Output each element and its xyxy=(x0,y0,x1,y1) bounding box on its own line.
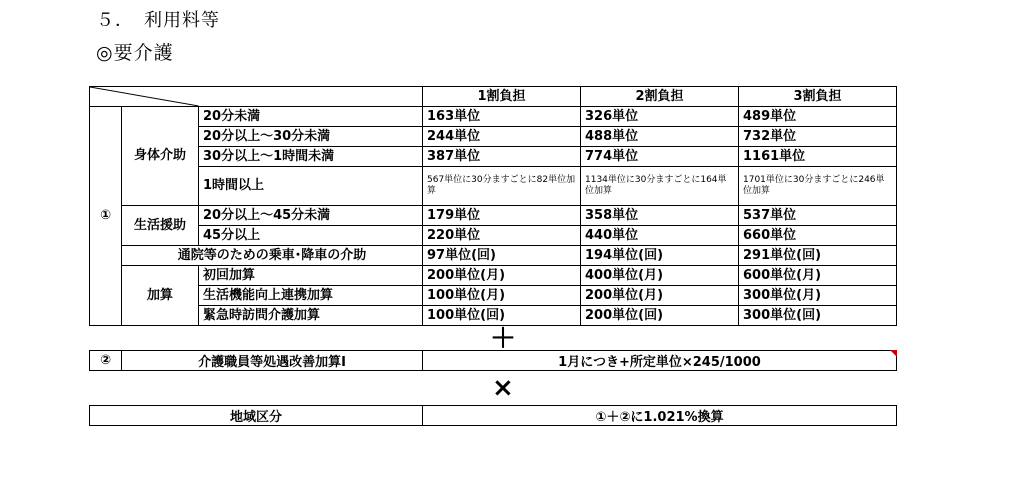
comment-marker-icon xyxy=(890,350,897,357)
header-1wari: 1割負担 xyxy=(423,87,581,107)
cell-value: 194単位(回) xyxy=(581,246,739,266)
cell-value: 326単位 xyxy=(581,107,739,127)
cell-value: 537単位 xyxy=(739,206,897,226)
table-header-row xyxy=(90,87,897,107)
header-3wari: 3割負担 xyxy=(739,87,897,107)
row-label: 生活機能向上連携加算 xyxy=(199,286,423,306)
fee-table xyxy=(89,86,897,326)
table-row xyxy=(90,167,897,206)
cell-value: 732単位 xyxy=(739,127,897,147)
diagonal-header-cell xyxy=(90,87,423,107)
row-label: 45分以上 xyxy=(199,226,423,246)
cell-value: 1134単位に30分ますごとに164単位加算 xyxy=(581,167,739,206)
row-label: 通院等のための乗車･降車の介助 xyxy=(122,246,423,266)
table-row xyxy=(90,107,897,127)
row-label: 緊急時訪問介護加算 xyxy=(199,306,423,326)
table-row xyxy=(90,351,897,371)
cell-value: 100単位(月) xyxy=(423,286,581,306)
cell-value: 100単位(回) xyxy=(423,306,581,326)
row-label: 30分以上～1時間未満 xyxy=(199,147,423,167)
cell-value: 244単位 xyxy=(423,127,581,147)
times-sign: × xyxy=(492,373,514,403)
row-label: 20分以上～30分未満 xyxy=(199,127,423,147)
table-row xyxy=(90,406,897,426)
cell-value: 358単位 xyxy=(581,206,739,226)
cell-value: 660単位 xyxy=(739,226,897,246)
treatment-improvement-text: 1月につき+所定単位×245/1000 xyxy=(558,355,761,370)
cell-value: 97単位(回) xyxy=(423,246,581,266)
cell-value: 300単位(回) xyxy=(739,306,897,326)
cell-value: 400単位(月) xyxy=(581,266,739,286)
cell-value: 440単位 xyxy=(581,226,739,246)
cell-value: 774単位 xyxy=(581,147,739,167)
group-kasan: 加算 xyxy=(122,266,199,326)
table-row xyxy=(90,206,897,226)
treatment-improvement-label: 介護職員等処遇改善加算Ⅰ xyxy=(122,351,423,371)
table-row xyxy=(90,286,897,306)
cell-value: 220単位 xyxy=(423,226,581,246)
row-label: 1時間以上 xyxy=(199,167,423,206)
group-seikatsu: 生活援助 xyxy=(122,206,199,246)
header-2wari: 2割負担 xyxy=(581,87,739,107)
cell-value: 300単位(月) xyxy=(739,286,897,306)
section-heading: ５． 利用料等 xyxy=(96,10,220,31)
circle-2-label: ② xyxy=(90,351,122,371)
cell-value: 179単位 xyxy=(423,206,581,226)
table-row xyxy=(90,266,897,286)
row-label: 初回加算 xyxy=(199,266,423,286)
row-label: 20分未満 xyxy=(199,107,423,127)
table-row xyxy=(90,246,897,266)
circle-1-label: ① xyxy=(90,107,122,326)
row-label: 20分以上～45分未満 xyxy=(199,206,423,226)
plus-sign: ＋ xyxy=(490,324,517,354)
region-label: 地域区分 xyxy=(90,406,423,426)
region-value: ①＋②に1.021%換算 xyxy=(423,406,897,426)
cell-value: 200単位(月) xyxy=(581,286,739,306)
table-row xyxy=(90,226,897,246)
cell-value: 488単位 xyxy=(581,127,739,147)
diagonal-line xyxy=(90,87,422,106)
cell-value: 1701単位に30分ますごとに246単位加算 xyxy=(739,167,897,206)
table-row xyxy=(90,127,897,147)
treatment-improvement-value xyxy=(423,351,897,371)
cell-value: 567単位に30分ますごとに82単位加算 xyxy=(423,167,581,206)
cell-value: 1161単位 xyxy=(739,147,897,167)
cell-value: 489単位 xyxy=(739,107,897,127)
cell-value: 200単位(月) xyxy=(423,266,581,286)
cell-value: 163単位 xyxy=(423,107,581,127)
group-shintai: 身体介助 xyxy=(122,107,199,206)
treatment-improvement-table xyxy=(89,350,897,371)
subtitle-heading: ◎要介護 xyxy=(96,42,174,64)
cell-value: 291単位(回) xyxy=(739,246,897,266)
cell-value: 600単位(月) xyxy=(739,266,897,286)
cell-value: 200単位(回) xyxy=(581,306,739,326)
table-row xyxy=(90,147,897,167)
region-table xyxy=(89,405,897,426)
cell-value: 387単位 xyxy=(423,147,581,167)
